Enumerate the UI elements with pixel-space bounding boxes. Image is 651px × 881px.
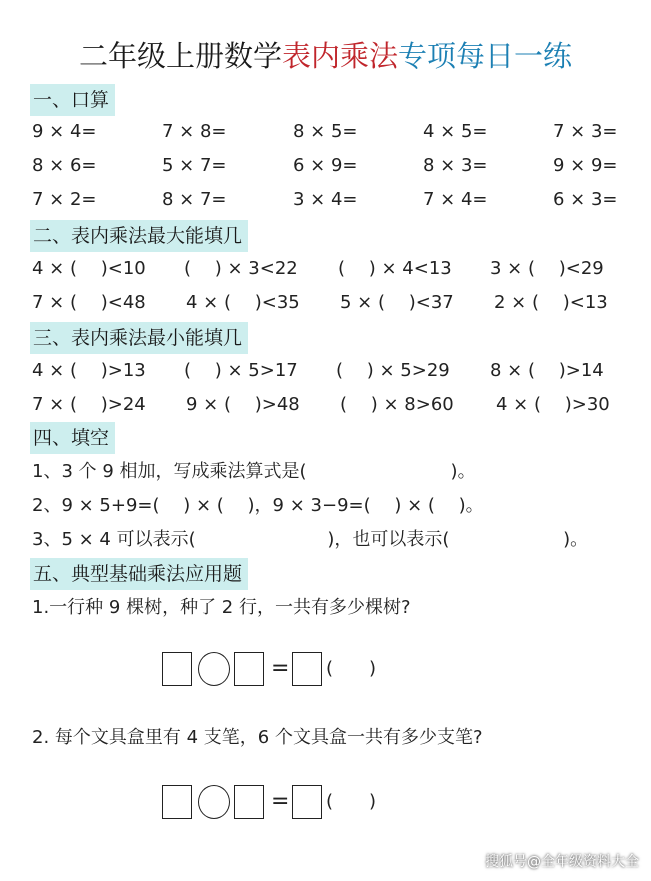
- min-fill-item: 7 × ( )>24: [32, 394, 146, 415]
- answer-box: [234, 652, 264, 686]
- min-fill-row-1: [0, 355, 651, 387]
- oral-row-1: [0, 116, 651, 148]
- oral-item: 5 × 7=: [162, 155, 227, 176]
- max-fill-item: ( ) × 4<13: [338, 258, 452, 279]
- oral-item: 8 × 7=: [162, 189, 227, 210]
- answer-box: [162, 652, 192, 686]
- operator-circle: [198, 652, 230, 686]
- max-fill-row-2: [0, 287, 651, 319]
- unit-paren: ( ): [326, 791, 377, 812]
- answer-template-2: [0, 785, 651, 825]
- min-fill-item: 4 × ( )>30: [496, 394, 610, 415]
- min-fill-item: ( ) × 5>29: [336, 360, 450, 381]
- oral-item: 7 × 4=: [423, 189, 488, 210]
- unit-paren: ( ): [326, 658, 377, 679]
- oral-row-3: [0, 184, 651, 216]
- answer-template-1: [0, 652, 651, 692]
- title-part-practice: 专项每日一练: [398, 39, 573, 73]
- fill-blank-item-1: 1、3 个 9 相加，写成乘法算式是( )。: [32, 461, 476, 482]
- oral-item: 4 × 5=: [423, 121, 488, 142]
- section-heading-min-fill: 三、表内乘法最小能填几: [30, 322, 248, 354]
- oral-item: 7 × 8=: [162, 121, 227, 142]
- fill-blank-item-3: 3、5 × 4 可以表示( )，也可以表示( )。: [32, 529, 589, 550]
- title-part-grade: 二年级上册数学: [78, 39, 282, 73]
- equals-sign: =: [271, 656, 290, 681]
- word-problem-1: 1.一行种 9 棵树，种了 2 行，一共有多少棵树?: [32, 597, 411, 618]
- min-fill-item: ( ) × 8>60: [340, 394, 454, 415]
- min-fill-item: 9 × ( )>48: [186, 394, 300, 415]
- max-fill-item: 7 × ( )<48: [32, 292, 146, 313]
- oral-item: 6 × 9=: [293, 155, 358, 176]
- section-heading-oral: 一、口算: [30, 84, 115, 116]
- min-fill-item: 8 × ( )>14: [490, 360, 604, 381]
- oral-item: 7 × 2=: [32, 189, 97, 210]
- operator-circle: [198, 785, 230, 819]
- min-fill-row-2: [0, 389, 651, 421]
- min-fill-item: ( ) × 5>17: [184, 360, 298, 381]
- oral-item: 9 × 4=: [32, 121, 97, 142]
- max-fill-item: 2 × ( )<13: [494, 292, 608, 313]
- max-fill-item: 4 × ( )<10: [32, 258, 146, 279]
- oral-row-2: [0, 150, 651, 182]
- answer-box: [292, 652, 322, 686]
- word-problem-2: 2. 每个文具盒里有 4 支笔，6 个文具盒一共有多少支笔?: [32, 727, 483, 748]
- max-fill-row-1: [0, 253, 651, 285]
- max-fill-item: 4 × ( )<35: [186, 292, 300, 313]
- page-title: [0, 30, 651, 82]
- oral-item: 3 × 4=: [293, 189, 358, 210]
- section-heading-word-problems: 五、典型基础乘法应用题: [30, 558, 248, 590]
- answer-box: [162, 785, 192, 819]
- answer-box: [292, 785, 322, 819]
- answer-box: [234, 785, 264, 819]
- section-heading-max-fill: 二、表内乘法最大能填几: [30, 220, 248, 252]
- oral-item: 6 × 3=: [553, 189, 618, 210]
- max-fill-item: ( ) × 3<22: [184, 258, 298, 279]
- title-part-topic: 表内乘法: [281, 39, 398, 73]
- oral-item: 7 × 3=: [553, 121, 618, 142]
- equals-sign: =: [271, 789, 290, 814]
- watermark: 搜狐号@全年级资料大全: [485, 854, 639, 870]
- section-heading-fill-blank: 四、填空: [30, 422, 115, 454]
- fill-blank-item-2: 2、9 × 5+9=( ) × ( )，9 × 3−9=( ) × ( )。: [32, 495, 484, 516]
- max-fill-item: 3 × ( )<29: [490, 258, 604, 279]
- oral-item: 9 × 9=: [553, 155, 618, 176]
- min-fill-item: 4 × ( )>13: [32, 360, 146, 381]
- max-fill-item: 5 × ( )<37: [340, 292, 454, 313]
- oral-item: 8 × 3=: [423, 155, 488, 176]
- oral-item: 8 × 6=: [32, 155, 97, 176]
- oral-item: 8 × 5=: [293, 121, 358, 142]
